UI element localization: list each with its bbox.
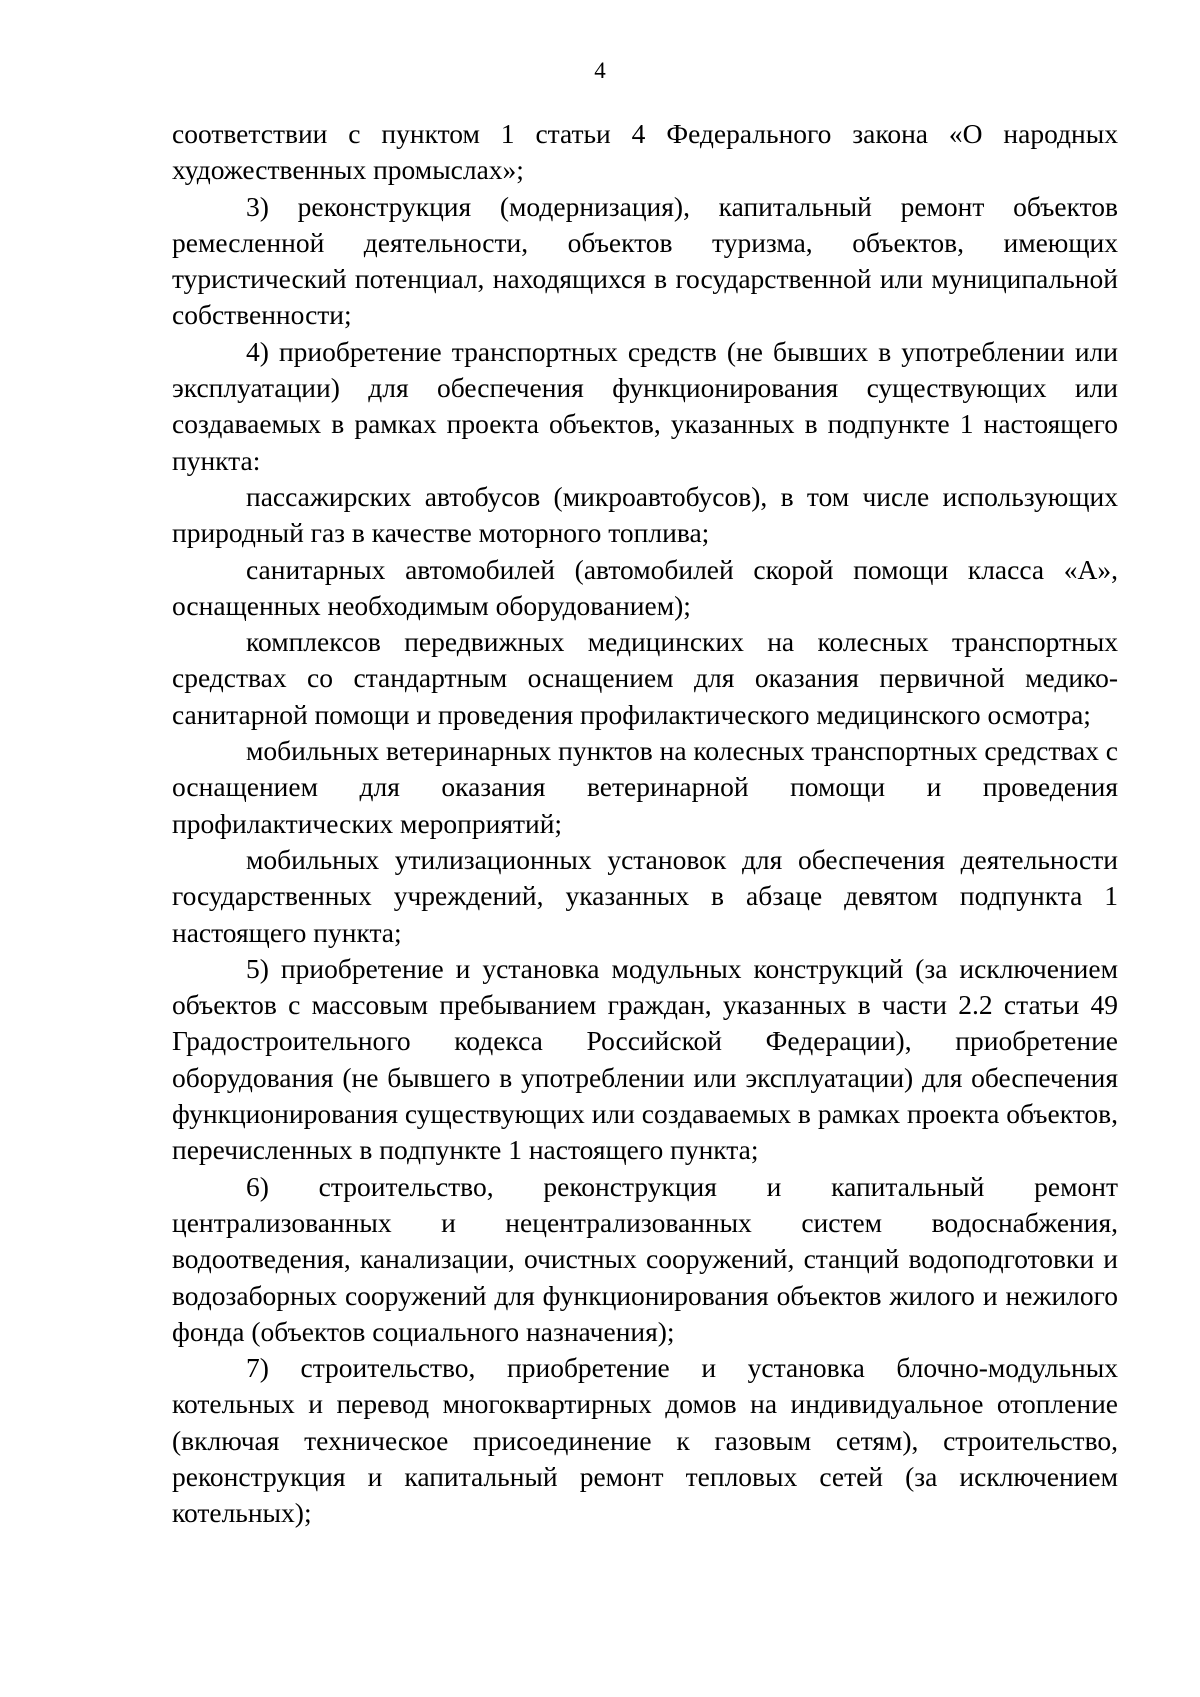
paragraph-item-6: 6) строительство, реконструкция и капитальный ремонт централизованных и нецентрализованных систем водоснабжения, водоотведения, канализации, очистных сооружений, станций водоподготовки и водозаборных сооружений для функционирования объектов жилого и нежилого фонда (объектов социального назначения); xyxy=(172,1170,1118,1347)
paragraph-ambulances: санитарных автомобилей (автомобилей скорой помощи класса «А», оснащенных необходимым оборудованием); xyxy=(172,553,1118,621)
paragraph-item-5: 5) приобретение и установка модульных конструкций (за исключением объектов с массовым пребыванием граждан, указанных в части 2.2 статьи 49 Градостроительного кодекса Российской Федерации), приобретение оборудования (не бывшего в употреблении или эксплуатации) для обеспечения функционирования существующих или создаваемых в рамках проекта объектов, перечисленных в подпункте 1 настоящего пункта; xyxy=(172,952,1118,1166)
paragraph-item-7: 7) строительство, приобретение и установка блочно-модульных котельных и перевод многоквартирных домов на индивидуальное отопление (включая техническое присоединение к газовым сетям), строительство, реконструкция и капитальный ремонт тепловых сетей (за исключением котельных); xyxy=(172,1352,1118,1529)
page-number: 4 xyxy=(594,58,606,83)
paragraph-item-4: 4) приобретение транспортных средств (не бывших в употреблении или эксплуатации) для обеспечения функционирования существующих или создаваемых в рамках проекта объектов, указанных в подпункте 1 настоящего пункта: xyxy=(172,335,1118,476)
paragraph-mobile-medical: комплексов передвижных медицинских на колесных транспортных средствах со стандартным оснащением для оказания первичной медико-санитарной помощи и проведения профилактического медицинского осмотра; xyxy=(172,626,1118,730)
paragraph-item-3: 3) реконструкция (модернизация), капитальный ремонт объектов ремесленной деятельности, объектов туризма, объектов, имеющих туристический потенциал, находящихся в государственной или муниципальной собственности; xyxy=(172,190,1118,331)
paragraph-buses: пассажирских автобусов (микроавтобусов), в том числе использующих природный газ в качестве моторного топлива; xyxy=(172,480,1118,549)
paragraph-utilization: мобильных утилизационных установок для обеспечения деятельности государственных учреждений, указанных в абзаце девятом подпункта 1 настоящего пункта; xyxy=(172,843,1118,948)
document-body xyxy=(172,116,1118,1532)
paragraph-veterinary: мобильных ветеринарных пунктов на колесных транспортных средствах с оснащением для оказания ветеринарной помощи и проведения профилактических мероприятий; xyxy=(172,735,1118,839)
paragraph-continuation: соответствии с пунктом 1 статьи 4 Федерального закона «О народных художественных промыслах»; xyxy=(172,118,1118,186)
